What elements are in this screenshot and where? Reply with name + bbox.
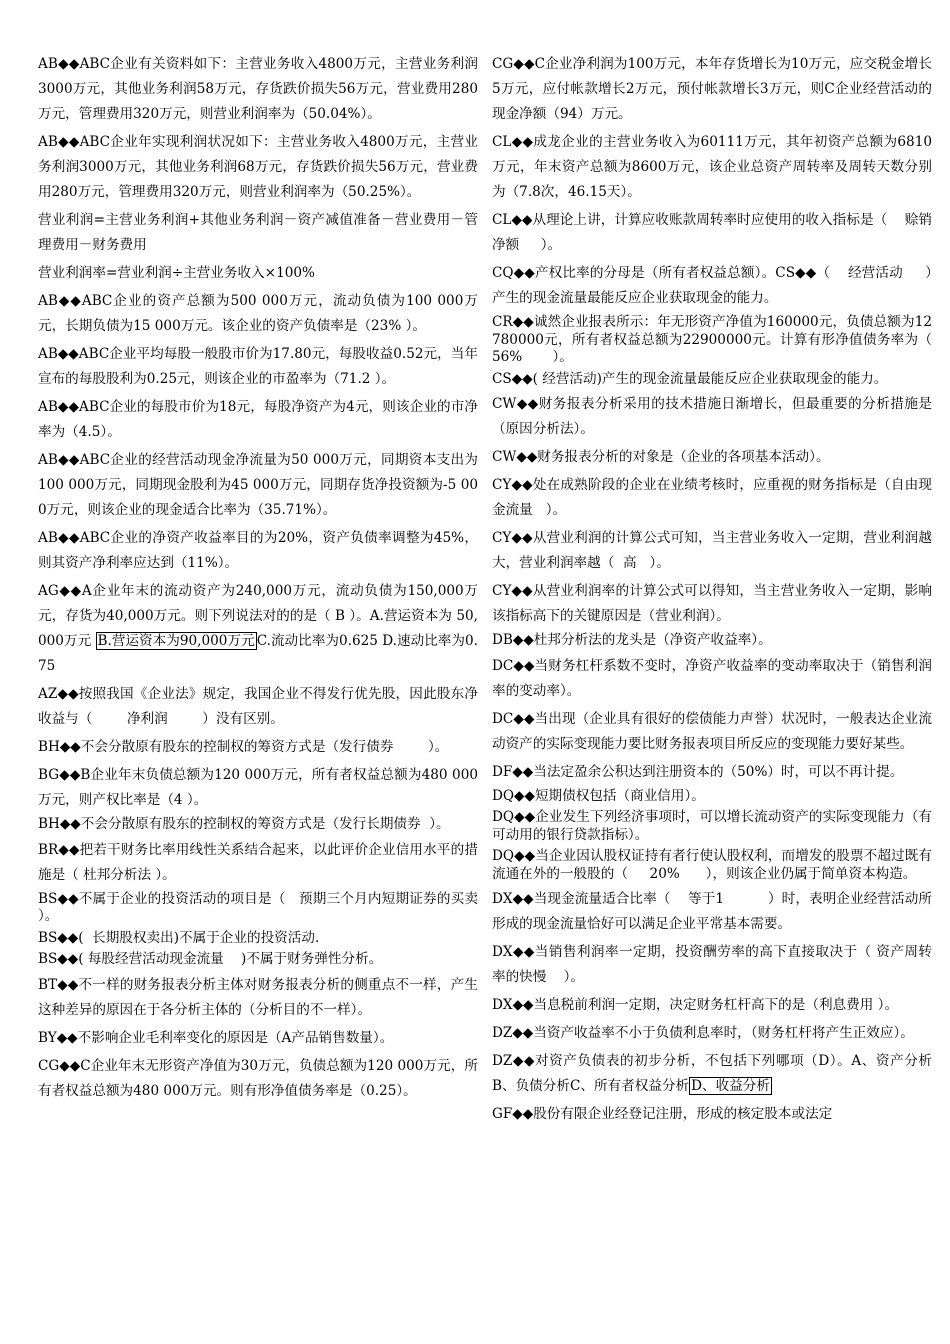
entry-text: 营业利润率=营业利润÷主营业务收入×100% xyxy=(38,265,315,281)
entry-text: CW◆◆财务报表分析的对象是（企业的各项基本活动）。 xyxy=(492,449,830,465)
left-entry-7 xyxy=(38,395,478,445)
entry-text: BH◆◆不会分散原有股东的控制权的筹资方式是（发行长期债券 ）。 xyxy=(38,816,450,832)
left-entry-2 xyxy=(38,130,478,205)
left-column xyxy=(38,52,496,1344)
right-column xyxy=(492,52,950,1344)
left-entry-9 xyxy=(38,526,478,576)
right-entry-17 xyxy=(492,809,932,844)
entry-text: DC◆◆当出现（企业具有很好的偿债能力声誉）状况时，一般表达企业流动资产的实际变现能力要比财务报表项目所反应的变现能力要好某些。 xyxy=(492,710,932,752)
entry-text: CG◆◆C企业净利润为100万元，本年存货增长为10万元，应交税金增长5万元，应付帐款增长2万元，预付帐款增长3万元，则C企业经营活动的现金净额（94）万元。 xyxy=(492,56,932,122)
entry-text: DX◆◆当现金流量适合比率（ 等于1 ）时，表明企业经营活动所形成的现金流量恰好可以满足企业平常基本需要。 xyxy=(492,891,932,932)
right-entry-4 xyxy=(492,261,932,311)
entry-text: CQ◆◆产权比率的分母是（所有者权益总额）。CS◆◆（ 经营活动 ）产生的现金流量最能反应企业获取现金的能力。 xyxy=(492,265,932,306)
left-entry-18 xyxy=(38,951,478,969)
left-entry-8 xyxy=(38,448,478,523)
entry-text: DZ◆◆对资产负债表的初步分析，不包括下列哪项（D）。A、资产分析B、负债分析C、所有者权益分析 xyxy=(492,1053,932,1094)
entry-text: DQ◆◆企业发生下列经济事项时，可以增长流动资产的实际变现能力（有可动用的银行贷款指标）。 xyxy=(492,809,932,843)
left-entry-4 xyxy=(38,261,478,286)
boxed-answer: D、收益分析 xyxy=(691,1078,770,1094)
left-entry-13 xyxy=(38,763,478,813)
entry-text: BS◆◆( 每股经营活动现金流量 )不属于财务弹性分析。 xyxy=(38,951,383,967)
left-entry-15 xyxy=(38,838,478,888)
entry-text: AB◆◆ABC企业有关资料如下：主营业务收入4800万元，主营业务利润3000万元，其他业务利润58万元，存货跌价损失56万元，营业费用280万元，管理费用320万元，则营业利润率为（50.04%）。 xyxy=(38,56,478,122)
left-entry-1 xyxy=(38,52,478,127)
entry-text: BR◆◆把若干财务比率用线性关系结合起来，以此评价企业信用水平的措施是（ 杜邦分析法 ）。 xyxy=(38,841,478,883)
entry-text: CY◆◆从营业利润的计算公式可知，当主营业务收入一定期，营业利润越大，营业利润率越（ 高 ）。 xyxy=(492,530,932,571)
right-entry-7 xyxy=(492,392,932,442)
entry-text: BY◆◆不影响企业毛利率变化的原因是（A产品销售数量）。 xyxy=(38,1029,394,1046)
entry-text: BH◆◆不会分散原有股东的控制权的筹资方式是（发行债券 ）。 xyxy=(38,739,449,755)
right-entry-15 xyxy=(492,760,932,785)
right-entry-18 xyxy=(492,848,932,883)
entry-text: BT◆◆不一样的财务报表分析主体对财务报表分析的侧重点不一样，产生这种差异的原因在于各分析主体的（分析目的不一样）。 xyxy=(38,976,478,1018)
right-entry-8 xyxy=(492,445,932,470)
entry-text: AB◆◆ABC企业平均每股一般股市价为17.80元，每股收益0.52元，当年宣布的每股股利为0.25元，则该企业的市盈率为（71.2 ）。 xyxy=(38,346,478,387)
right-entry-16 xyxy=(492,788,932,806)
left-entry-12 xyxy=(38,735,478,760)
left-entry-5 xyxy=(38,289,478,339)
entry-text: 营业利润=主营业务利润+其他业务利润－资产减值准备－营业费用－管理费用－财务费用 xyxy=(38,212,478,253)
entry-text: BG◆◆B企业年末负债总额为120 000万元，所有者权益总额为480 000万元，则产权比率是（4 ）。 xyxy=(38,767,478,808)
right-entry-9 xyxy=(492,473,932,523)
right-entry-3 xyxy=(492,208,932,258)
entry-text: CG◆◆C企业年末无形资产净值为30万元，负债总额为120 000万元，所有者权益总额为480 000万元。则有形净值债务率是（0.25）。 xyxy=(38,1057,478,1099)
entry-text: AZ◆◆按照我国《企业法》规定，我国企业不得发行优先股，因此股东净收益与（ 净利润 ）没有区别。 xyxy=(38,686,478,727)
entry-text: AB◆◆ABC企业的资产总额为500 000万元，流动负债为100 000万元，长期负债为15 000万元。该企业的资产负债率是（23% ）。 xyxy=(38,293,478,334)
entry-text: DX◆◆当销售利润率一定期，投资酬劳率的高下直接取决于（ 资产周转率的快慢 ）。 xyxy=(492,944,932,985)
right-entry-5 xyxy=(492,314,950,367)
entry-text: DC◆◆当财务杠杆系数不变时，净资产收益率的变动率取决于（销售利润率的变动率）。 xyxy=(492,657,932,699)
left-entry-17 xyxy=(38,930,478,948)
right-entry-10 xyxy=(492,526,932,576)
right-entry-1 xyxy=(492,52,932,127)
entry-text: CS◆◆( 经营活动)产生的现金流量最能反应企业获取现金的能力。 xyxy=(492,370,888,387)
left-entry-3 xyxy=(38,208,478,258)
left-entry-6 xyxy=(38,342,478,392)
right-entry-21 xyxy=(492,993,932,1018)
right-entry-14 xyxy=(492,707,932,757)
entry-text: CR◆◆诚然企业报表所示：年无形资产净值为160000元，负债总额为12780000元，所有者权益总额为22900000元。计算有形净值债务率为（ 56% ）。 xyxy=(492,314,950,365)
entry-text: DX◆◆当息税前利润一定期，决定财务杠杆高下的是（利息费用 ）。 xyxy=(492,997,899,1013)
right-entry-24 xyxy=(492,1102,932,1127)
left-entry-20 xyxy=(38,1026,478,1051)
entry-text: AB◆◆ABC企业年实现利润状况如下：主营业务收入4800万元，主营业务利润3000万元，其他业务利润68万元，存货跌价损失56万元，营业费用280万元，管理费用320万元，则营业利润率为（50.25%）。 xyxy=(38,134,478,200)
left-entry-21 xyxy=(38,1054,478,1104)
right-entry-22 xyxy=(492,1021,932,1046)
entry-text: DQ◆◆短期债权包括（商业信用）。 xyxy=(492,787,705,804)
entry-text: CY◆◆处在成熟阶段的企业在业绩考核时，应重视的财务指标是（自由现金流量 ）。 xyxy=(492,477,932,518)
entry-text: AB◆◆ABC企业的经营活动现金净流量为50 000万元，同期资本支出为100 000万元，同期现金股利为45 000万元，同期存货净投资额为-5 000万元，则该企业的现金适合比率为（35.71%）。 xyxy=(38,452,478,518)
right-entry-11 xyxy=(492,579,932,629)
left-entry-10 xyxy=(38,579,478,679)
boxed-answer: B.营运资本为90,000万元 xyxy=(97,633,255,649)
entry-text: DF◆◆当法定盈余公积达到注册资本的（50%）时，可以不再计提。 xyxy=(492,763,904,780)
right-entry-20 xyxy=(492,940,932,990)
right-entry-19 xyxy=(492,887,932,937)
entry-text: DQ◆◆当企业因认股权证持有者行使认股权利，而增发的股票不超过既有流通在外的一般股的（ 20% ），则该企业仍属于简单资本构造。 xyxy=(492,848,932,882)
entry-text: CL◆◆从理论上讲，计算应收账款周转率时应使用的收入指标是（ 赊销净额 ）。 xyxy=(492,212,932,253)
entry-text-after: C.流动比率为0.625 D.速动比率为0.75 xyxy=(38,633,478,674)
left-entry-14 xyxy=(38,816,478,834)
entry-text: AB◆◆ABC企业的净资产收益率目的为20%，资产负债率调整为45%，则其资产净利率应达到（11%）。 xyxy=(38,530,478,571)
left-entry-11 xyxy=(38,682,478,732)
right-entry-13 xyxy=(492,654,932,704)
right-entry-2 xyxy=(492,130,932,205)
entry-text: CW◆◆财务报表分析采用的技术措施日渐增长，但最重要的分析措施是（原因分析法）。 xyxy=(492,396,932,437)
right-entry-23 xyxy=(492,1049,932,1099)
right-entry-6 xyxy=(492,371,932,389)
entry-text: DB◆◆杜邦分析法的龙头是（净资产收益率）。 xyxy=(492,632,772,648)
entry-text: GF◆◆股份有限企业经登记注册，形成的核定股本或法定 xyxy=(492,1106,833,1122)
entry-text: AB◆◆ABC企业的每股市价为18元，每股净资产为4元，则该企业的市净率为（4.5）。 xyxy=(38,399,478,440)
entry-text: CY◆◆从营业利润率的计算公式可以得知，当主营业务收入一定期，影响该指标高下的关键原因是（营业利润）。 xyxy=(492,583,932,624)
entry-text: BS◆◆( 长期股权卖出)不属于企业的投资活动. xyxy=(38,929,320,946)
left-entry-16 xyxy=(38,890,496,926)
entry-text: AG◆◆A企业年末的流动资产为240,000万元，流动负债为150,000万元，存货为40,000万元。则下列说法对的的是（ B ）。A.营运资本为 50,000万元 xyxy=(38,583,478,649)
entry-text: BS◆◆不属于企业的投资活动的项目是（ 预期三个月内短期证券的买卖 ）。 xyxy=(38,890,496,924)
entry-text: CL◆◆成龙企业的主营业务收入为60111万元，其年初资产总额为6810万元，年末资产总额为8600万元，该企业总资产周转率及周转天数分别为（7.8次，46.15天）。 xyxy=(492,134,932,200)
left-entry-19 xyxy=(38,973,478,1023)
entry-text: DZ◆◆当资产收益率不小于负债利息率时，（财务杠杆将产生正效应）。 xyxy=(492,1025,914,1041)
right-entry-12 xyxy=(492,632,932,650)
